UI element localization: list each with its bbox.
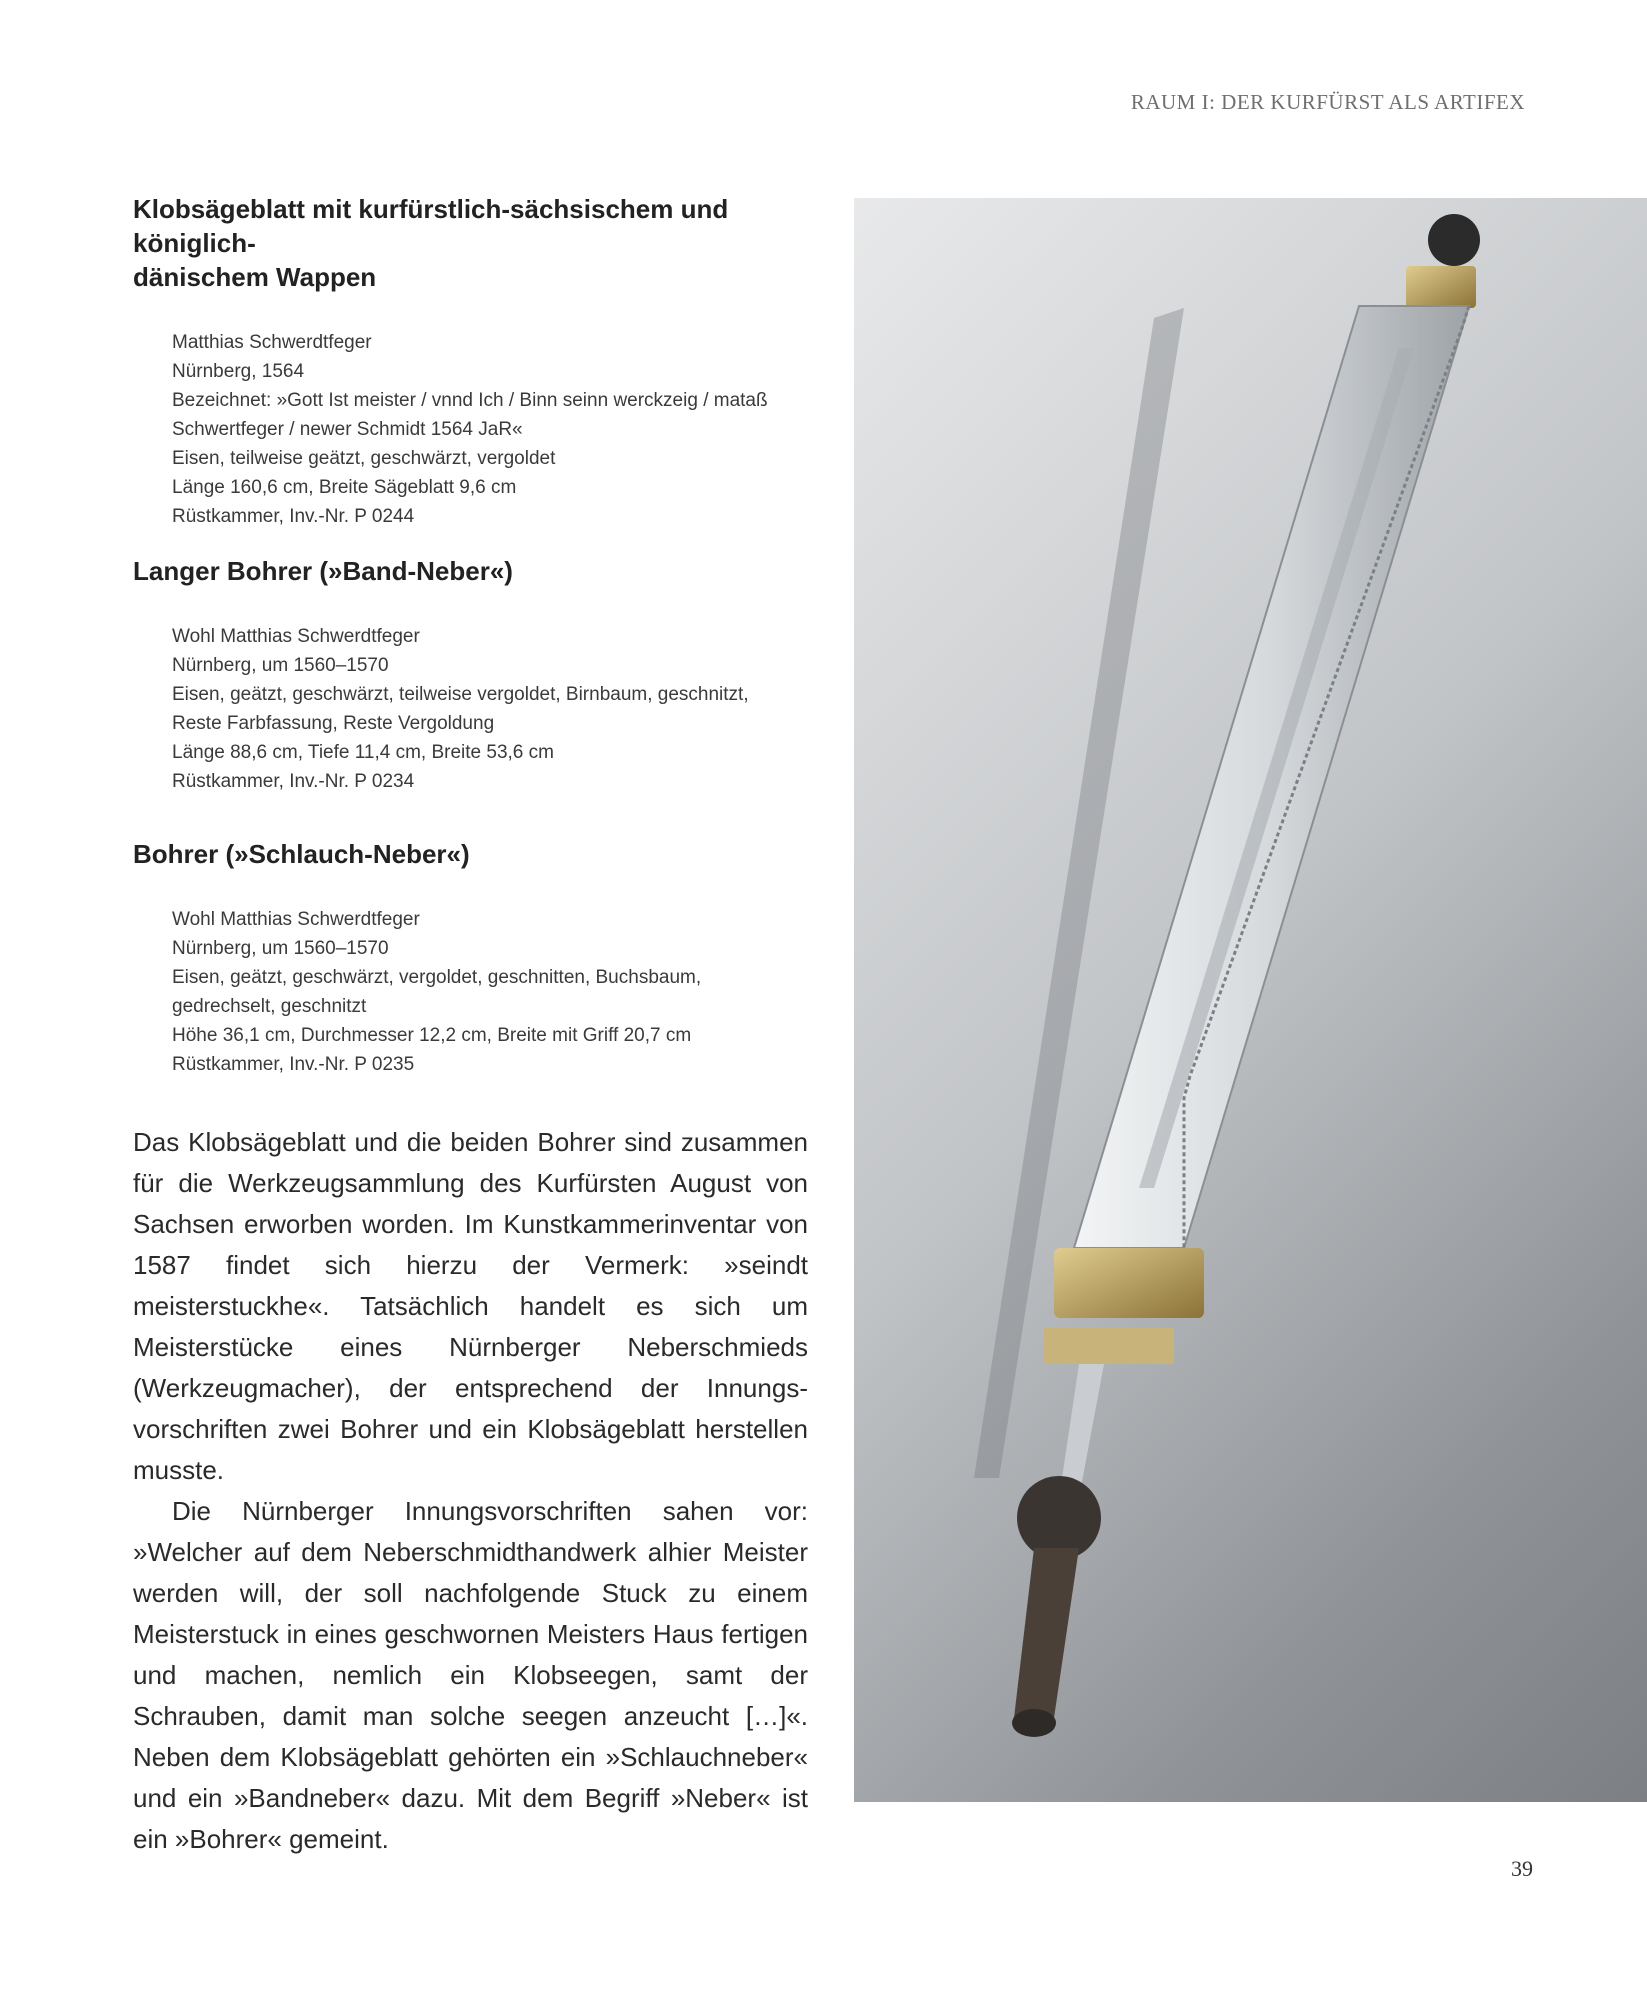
meta-line: gedrechselt, geschnitzt [172, 996, 367, 1017]
meta-line: Rüstkammer, Inv.-Nr. P 0244 [172, 506, 415, 527]
body-text [133, 1122, 808, 1860]
entry-title-line: Klobsägeblatt mit kurfürstlich-sächsischem und königlich- [133, 194, 729, 258]
meta-line: Nürnberg, um 1560–1570 [172, 655, 389, 676]
entry-title: Langer Bohrer (»Band-Neber«) [133, 556, 513, 586]
star-wheel [1017, 1476, 1101, 1560]
crossbar [1044, 1328, 1174, 1364]
etched-decoration [1139, 348, 1414, 1188]
handle [1014, 1548, 1079, 1718]
saw-blade-photo [854, 198, 1647, 1802]
meta-line: Eisen, geätzt, geschwärzt, teilweise vergoldet, Birnbaum, geschnitzt, [172, 684, 749, 705]
meta-line: Länge 160,6 cm, Breite Sägeblatt 9,6 cm [172, 477, 517, 498]
top-knob [1428, 214, 1480, 266]
saw-blade-illustration [854, 198, 1647, 1802]
entry-title [133, 192, 813, 294]
meta-line: Nürnberg, um 1560–1570 [172, 938, 389, 959]
meta-line: Nürnberg, 1564 [172, 361, 305, 382]
entry-metadata [172, 328, 813, 531]
body-paragraph: Das Klobsägeblatt und die beiden Bohrer sind zusammen für die Werkzeugsammlung des Kurfürsten August von Sachsen erworben worden. Im Kunstkammerinventar von 1587 findet sich hierzu der Vermerk: »seindt meisterstuckhe«. Tatsächlich handelt es sich um Meisterstücke eines Nürnberger Neberschmieds (Werkzeugmacher), der entsprechend der Innungsvorschriften zwei Bohrer und ein Klobsägeblatt herstellen musste. [133, 1127, 808, 1485]
catalog-entry-saw-blade [133, 192, 813, 531]
meta-line: Reste Farbfassung, Reste Vergoldung [172, 713, 495, 734]
meta-line: Wohl Matthias Schwerdtfeger [172, 909, 420, 930]
top-fitting [1406, 266, 1476, 308]
meta-line: Schwertfeger / newer Schmidt 1564 JaR« [172, 419, 523, 440]
lower-fitting [1054, 1248, 1204, 1318]
meta-line: Wohl Matthias Schwerdtfeger [172, 626, 420, 647]
entry-title: Bohrer (»Schlauch-Neber«) [133, 839, 470, 869]
meta-line: Eisen, teilweise geätzt, geschwärzt, vergoldet [172, 448, 556, 469]
meta-line: Bezeichnet: »Gott Ist meister / vnnd Ich / Binn seinn werckzeig / mataß [172, 390, 768, 411]
meta-line: Länge 88,6 cm, Tiefe 11,4 cm, Breite 53,6 cm [172, 742, 554, 763]
meta-line: Höhe 36,1 cm, Durchmesser 12,2 cm, Breite mit Griff 20,7 cm [172, 1025, 692, 1046]
catalog-entry-hose-drill [133, 837, 813, 1079]
entry-title-line: dänischem Wappen [133, 262, 377, 292]
running-head: RAUM I: DER KURFÜRST ALS ARTIFEX [1130, 90, 1525, 114]
meta-line: Eisen, geätzt, geschwärzt, vergoldet, geschnitten, Buchsbaum, [172, 967, 702, 988]
meta-line: Rüstkammer, Inv.-Nr. P 0235 [172, 1054, 415, 1075]
page-number: 39 [1511, 1856, 1533, 1881]
entry-metadata [172, 622, 813, 796]
body-paragraph: Die Nürnberger Innungsvorschriften sahen vor: »Welcher auf dem Neberschmidthandwerk alhier Meister werden will, der soll nachfolgende Stuck zu einem Meisterstuck in eines geschwornen Meisters Haus fertigen und machen, nemlich ein Klobseegen, samt der Schrauben, damit man solche seegen anzeucht […]«. Neben dem Klobsägeblatt gehörten ein »Schlauchneber« und ein »Bandneber« dazu. Mit dem Begriff »Neber« ist ein »Bohrer« gemeint. [133, 1496, 808, 1854]
meta-line: Matthias Schwerdtfeger [172, 332, 372, 353]
meta-line: Rüstkammer, Inv.-Nr. P 0234 [172, 771, 415, 792]
catalog-entry-band-drill [133, 554, 813, 796]
entry-metadata [172, 905, 813, 1079]
